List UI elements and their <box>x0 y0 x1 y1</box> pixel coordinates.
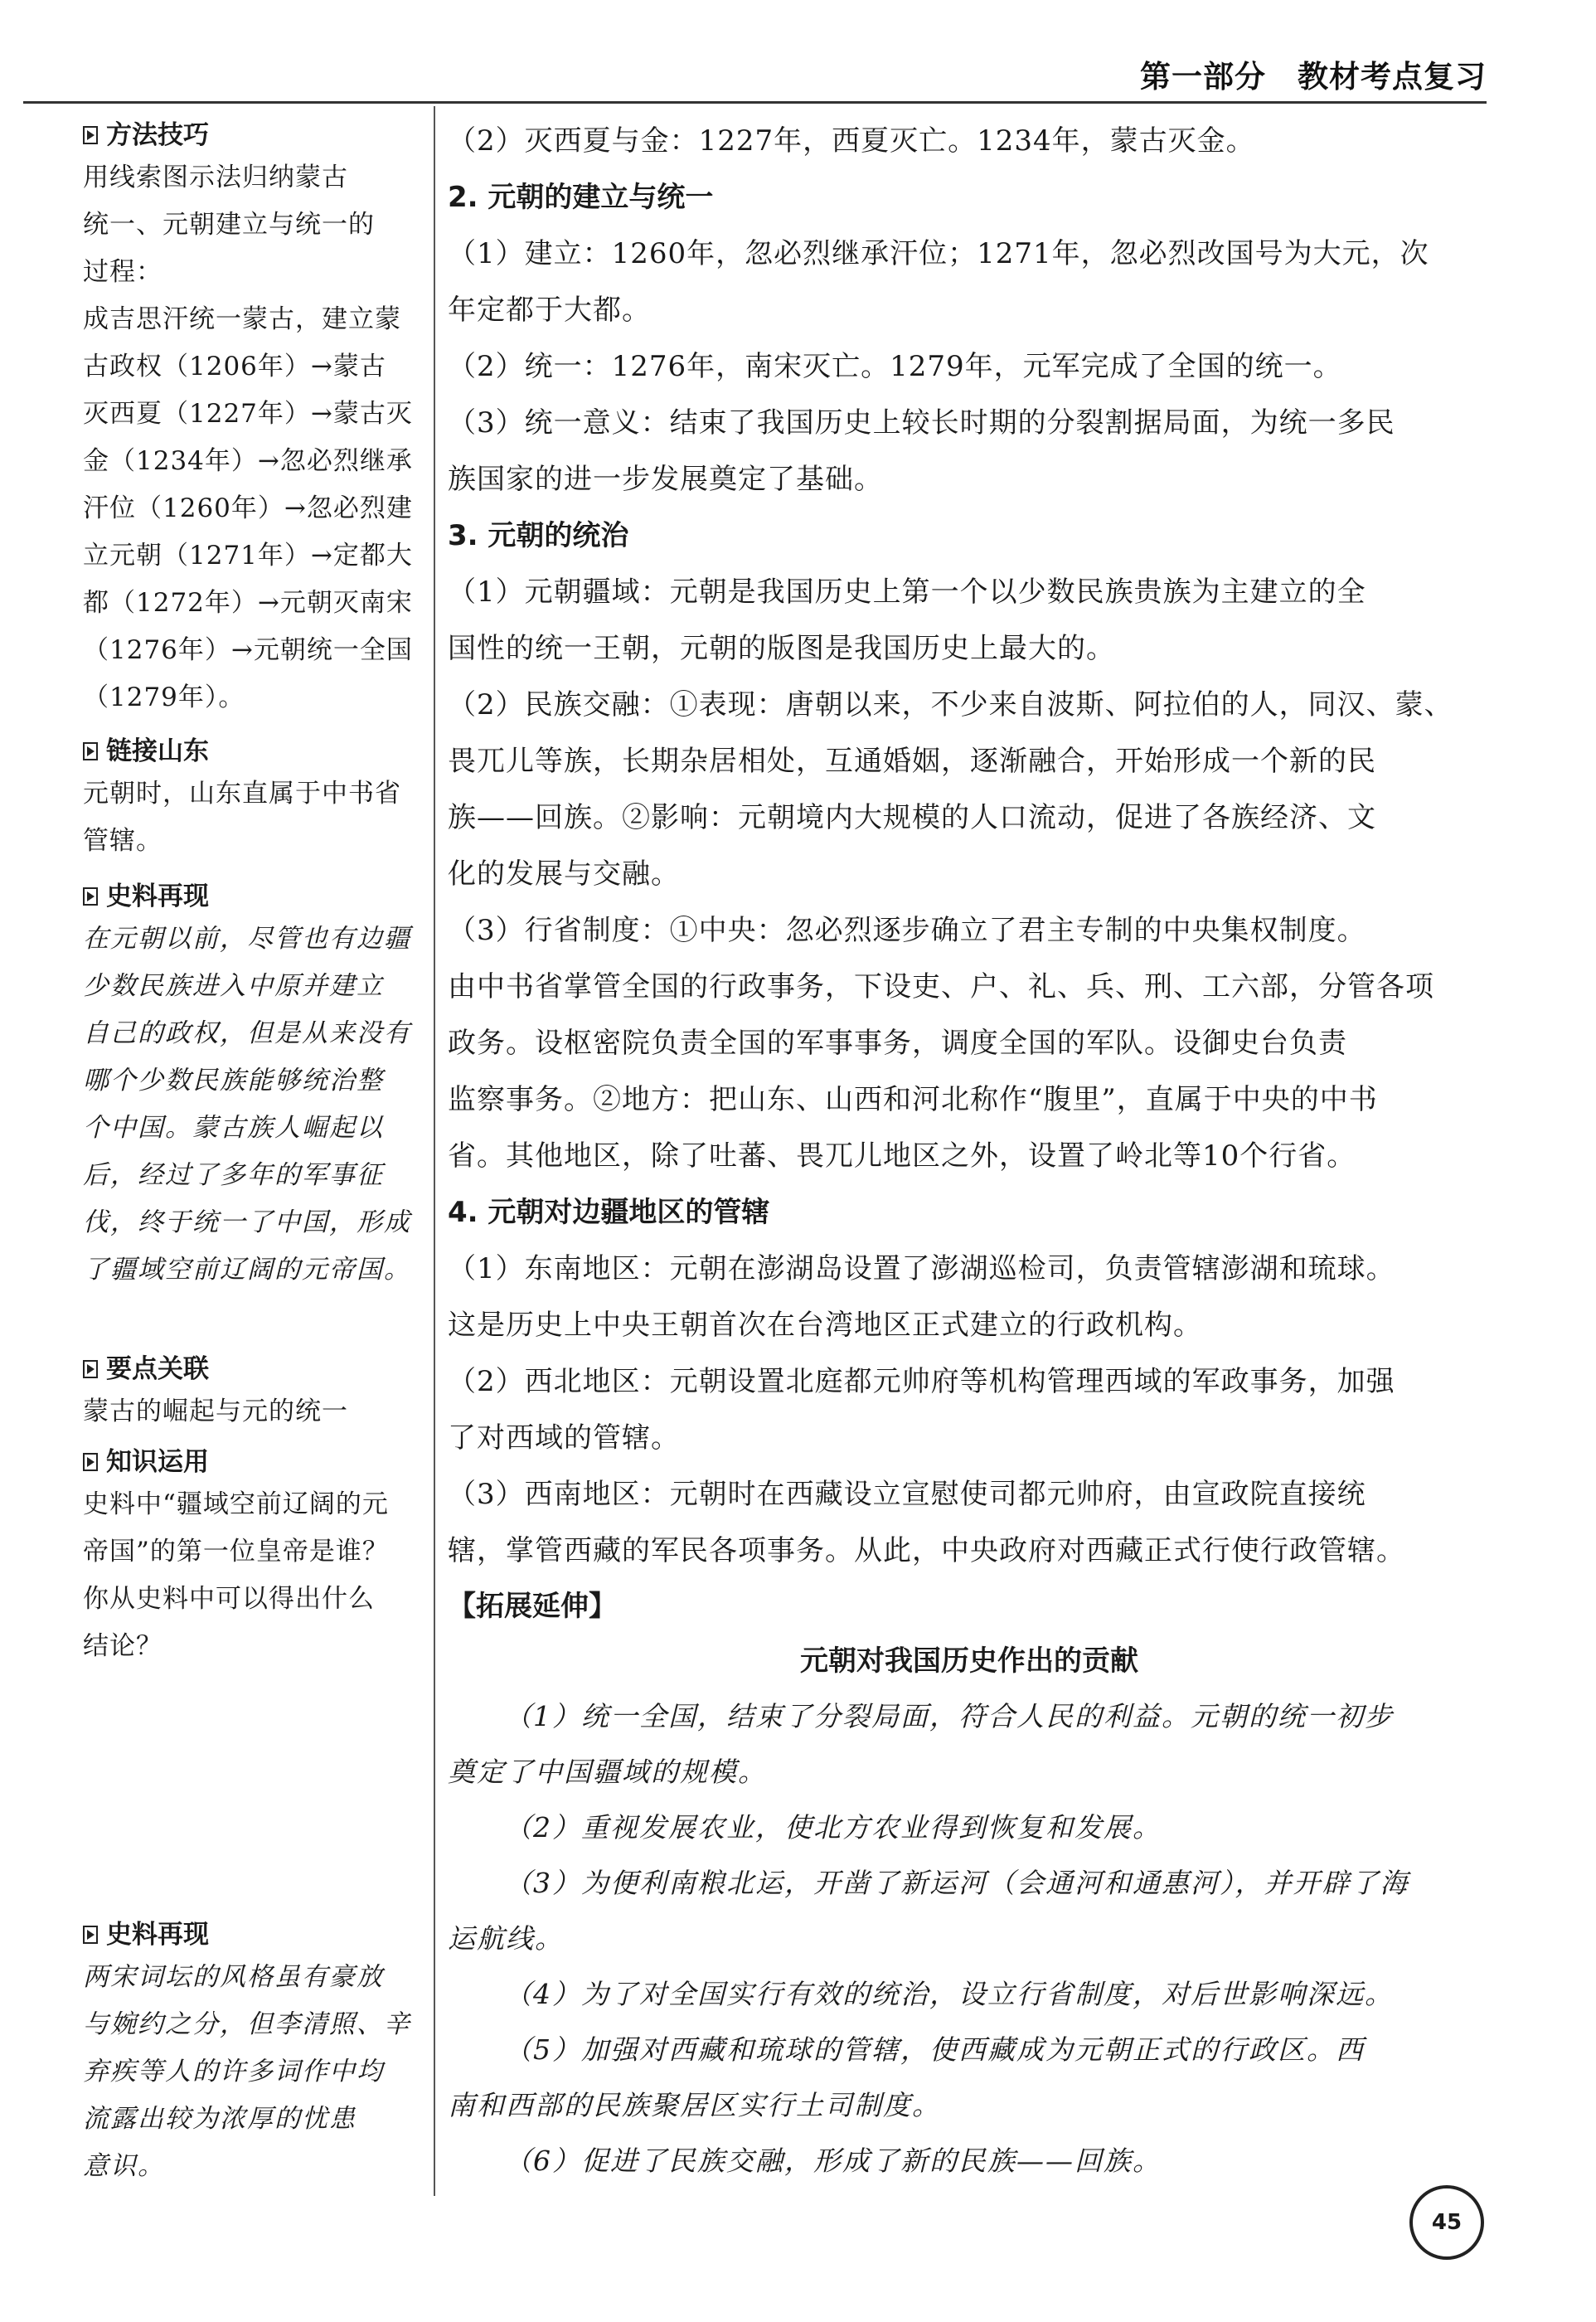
paragraph: 化的发展与交融。 <box>448 857 680 891</box>
apply-text: 史料中“疆域空前辽阔的元 帝国”的第一位皇帝是谁？ 你从史料中可以得出什么 结论？ <box>83 1489 389 1661</box>
header-rule <box>23 101 1487 104</box>
method-text: 用线索图示法归纳蒙古 统一、元朝建立与统一的 过程： 成吉思汗统一蒙古，建立蒙 古政权（1206年）→蒙古 灭西夏（1227年）→蒙古灭 金（1234年）→忽必烈继承 汗位（1260年）→忽必烈建 立元朝（1271年）→定都大 都（1272年）→元朝灭南宋 （1276年）→元朝统一全国 （1279年）。 <box>83 163 413 712</box>
main-content <box>448 113 1491 2188</box>
extension-item: （6）促进了民族交融，形成了新的民族——回族。 <box>504 2145 1162 2177</box>
source1-text: 在元朝以前，尽管也有边疆 少数民族进入中原并建立 自己的政权，但是从来没有 哪个少数民族能够统治整 个中国。蒙古族人崛起以 后，经过了多年的军事征 伐，终于统一了中国，形成 了疆域空前辽阔的元帝国。 <box>83 924 411 1285</box>
play-marker-icon <box>83 1926 98 1944</box>
page-number: 45 <box>1409 2185 1484 2260</box>
shandong-text: 元朝时，山东直属于中书省 管辖。 <box>83 779 401 856</box>
paragraph: （2）统一：1276年，南宋灭亡。1279年，元军完成了全国的统一。 <box>448 350 1342 383</box>
paragraph: （1）建立：1260年，忽必烈继承汗位；1271年，忽必烈改国号为大元，次 <box>448 237 1429 270</box>
sidebar-apply <box>83 1443 423 1670</box>
sidebar-key-link <box>83 1350 423 1435</box>
paragraph: （2）民族交融：①表现：唐朝以来，不少来自波斯、阿拉伯的人，同汉、蒙、 <box>448 688 1453 721</box>
column-divider <box>434 106 435 2196</box>
sidebar-source-2 <box>83 1916 423 2190</box>
paragraph: 族——回族。②影响：元朝境内大规模的人口流动，促进了各族经济、文 <box>448 801 1376 834</box>
paragraph: 政务。设枢密院负责全国的军事事务，调度全国的军队。设御史台负责 <box>448 1027 1347 1060</box>
paragraph: 由中书省掌管全国的行政事务，下设吏、户、礼、兵、刑、工六部，分管各项 <box>448 970 1434 1003</box>
extension-item: （2）重视发展农业，使北方农业得到恢复和发展。 <box>504 1811 1162 1844</box>
paragraph: （2）灭西夏与金：1227年，西夏灭亡。1234年，蒙古灭金。 <box>448 124 1255 158</box>
play-marker-icon <box>83 1453 98 1471</box>
source2-heading: 史料再现 <box>83 1916 423 1954</box>
extension-title: 元朝对我国历史作出的贡献 <box>800 1644 1138 1678</box>
paragraph: 这是历史上中央王朝首次在台湾地区正式建立的行政机构。 <box>448 1309 1202 1342</box>
key-link-heading: 要点关联 <box>83 1350 423 1388</box>
sidebar-method <box>83 116 423 721</box>
extension-heading: 【拓展延伸】 <box>448 1590 617 1623</box>
source1-heading: 史料再现 <box>83 877 423 916</box>
paragraph: （3）统一意义：结束了我国历史上较长时期的分裂割据局面，为统一多民 <box>448 406 1395 440</box>
apply-heading: 知识运用 <box>83 1443 423 1481</box>
page-header-title: 第一部分 教材考点复习 <box>1140 59 1487 95</box>
paragraph: 国性的统一王朝，元朝的版图是我国历史上最大的。 <box>448 632 1115 665</box>
paragraph: （1）元朝疆域：元朝是我国历史上第一个以少数民族贵族为主建立的全 <box>448 576 1366 609</box>
paragraph: 年定都于大都。 <box>448 294 651 327</box>
paragraph: 监察事务。②地方：把山东、山西和河北称作“腹里”，直属于中央的中书 <box>448 1083 1378 1116</box>
paragraph: 了对西域的管辖。 <box>448 1421 680 1455</box>
extension-item: （5）加强对西藏和琉球的管辖，使西藏成为元朝正式的行政区。西 <box>504 2033 1365 2066</box>
sidebar-shandong <box>83 732 423 865</box>
paragraph: 省。其他地区，除了吐蕃、畏兀儿地区之外，设置了岭北等10个行省。 <box>448 1139 1356 1173</box>
play-marker-icon <box>83 1360 98 1378</box>
section-title: 2. 元朝的建立与统一 <box>448 181 714 214</box>
section-title: 4. 元朝对边疆地区的管辖 <box>448 1196 770 1229</box>
paragraph: （3）西南地区：元朝时在西藏设立宣慰使司都元帅府，由宣政院直接统 <box>448 1478 1366 1511</box>
sidebar-source-1 <box>83 877 423 1294</box>
paragraph: （3）行省制度：①中央：忽必烈逐步确立了君主专制的中央集权制度。 <box>448 914 1366 947</box>
play-marker-icon <box>83 742 98 760</box>
paragraph: （2）西北地区：元朝设置北庭都元帅府等机构管理西域的军政事务，加强 <box>448 1365 1395 1398</box>
extension-item: （4）为了对全国实行有效的统治，设立行省制度，对后世影响深远。 <box>504 1978 1394 2010</box>
extension-item: （3）为便利南粮北运，开凿了新运河（会通河和通惠河），并开辟了海 <box>504 1867 1409 1899</box>
shandong-heading: 链接山东 <box>83 732 423 770</box>
extension-item: （1）统一全国，结束了分裂局面，符合人民的利益。元朝的统一初步 <box>504 1700 1394 1732</box>
section-title: 3. 元朝的统治 <box>448 519 629 552</box>
paragraph: 畏兀儿等族，长期杂居相处，互通婚姻，逐渐融合，开始形成一个新的民 <box>448 745 1376 778</box>
play-marker-icon <box>83 126 98 144</box>
paragraph: 辖，掌管西藏的军民各项事务。从此，中央政府对西藏正式行使行政管辖。 <box>448 1534 1405 1567</box>
key-link-text: 蒙古的崛起与元的统一 <box>83 1397 348 1426</box>
extension-item: 奠定了中国疆域的规模。 <box>448 1756 767 1788</box>
source2-text: 两宋词坛的风格虽有豪放 与婉约之分，但李清照、辛 弃疾等人的许多词作中均 流露出较为浓厚的忧患 意识。 <box>83 1962 411 2181</box>
extension-item: 南和西部的民族聚居区实行土司制度。 <box>448 2089 941 2121</box>
play-marker-icon <box>83 887 98 906</box>
paragraph: 族国家的进一步发展奠定了基础。 <box>448 463 883 496</box>
method-heading: 方法技巧 <box>83 116 423 154</box>
paragraph: （1）东南地区：元朝在澎湖岛设置了澎湖巡检司，负责管辖澎湖和琉球。 <box>448 1252 1395 1285</box>
extension-item: 运航线。 <box>448 1922 564 1955</box>
